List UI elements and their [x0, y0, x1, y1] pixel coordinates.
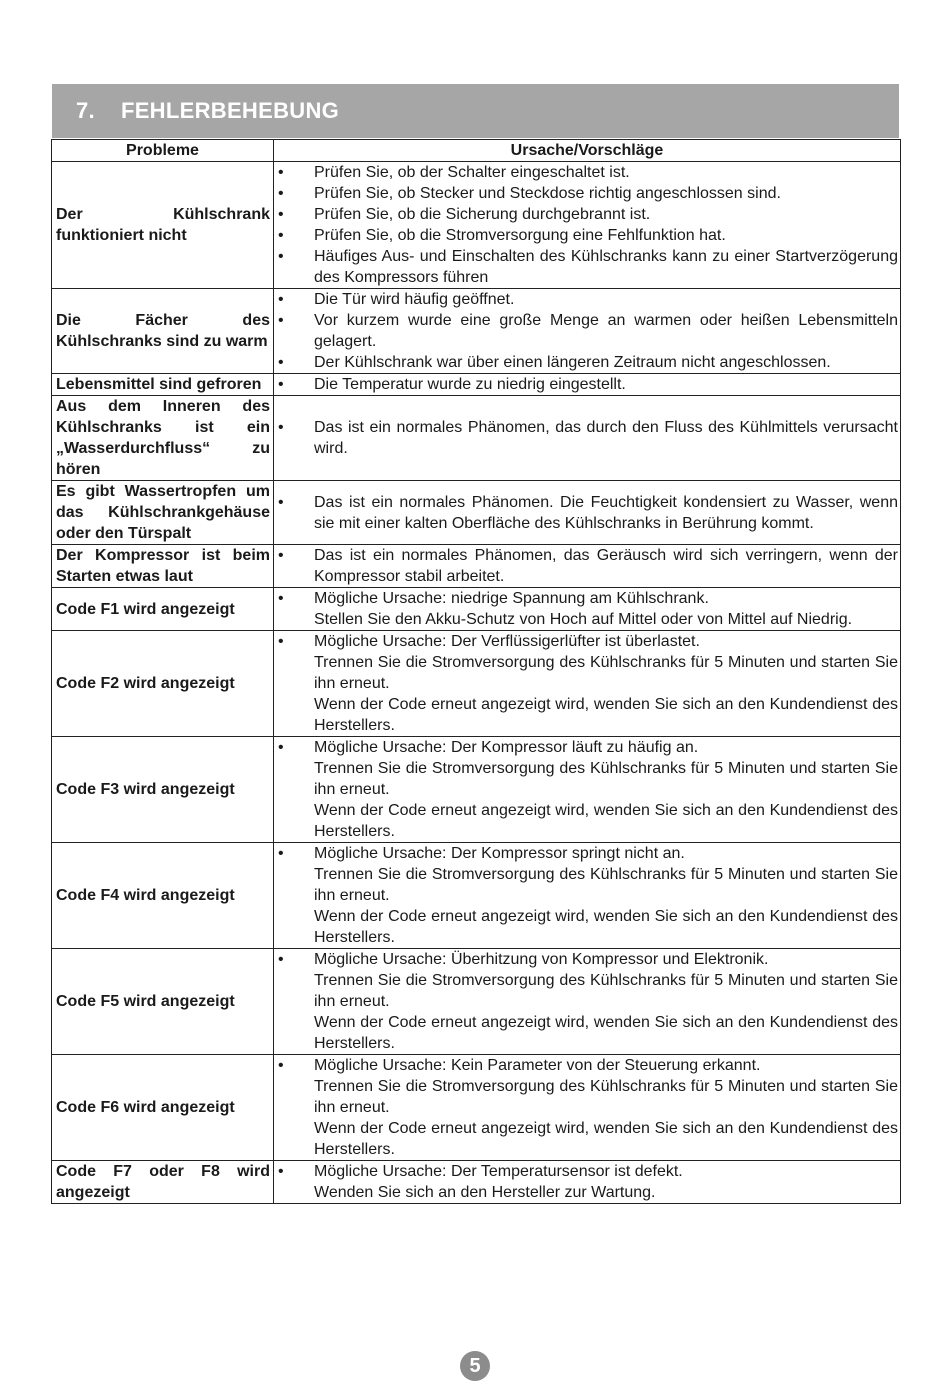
item-line: Mögliche Ursache: Der Temperatursensor ist defekt. [314, 1163, 683, 1180]
item-line: Das ist ein normales Phänomen. Die Feuchtigkeit kondensiert zu Wasser, wenn sie mit einer kalten Oberfläche des Kühlschranks in Berührung kommt. [314, 493, 898, 532]
table-row [52, 374, 901, 396]
cause-cell [274, 545, 901, 588]
item-line: Prüfen Sie, ob die Stromversorgung eine Fehlfunktion hat. [314, 227, 726, 244]
problem-cell: Code F2 wird angezeigt [52, 631, 274, 737]
section-title-text: FEHLERBEHEBUNG [120, 98, 340, 123]
list-item [274, 417, 898, 459]
item-line: Das ist ein normales Phänomen, das durch den Fluss des Kühlmittels verursacht wird. [314, 419, 898, 457]
item-text [314, 492, 898, 534]
problem-cell: Die Fächer des Kühlschranks sind zu warm [52, 289, 274, 374]
list-item [274, 492, 898, 534]
table-row [52, 737, 901, 843]
problem-cell: Lebensmittel sind gefroren [52, 374, 274, 396]
table-row [52, 631, 901, 737]
item-line: Prüfen Sie, ob die Sicherung durchgebrannt ist. [314, 206, 651, 223]
item-line: Trennen Sie die Stromversorgung des Kühlschranks für 5 Minuten und starten Sie ihn erneut. [314, 972, 898, 1010]
item-line: Wenn der Code erneut angezeigt wird, wenden Sie sich an den Kundendienst des Herstellers. [314, 696, 898, 734]
bullet-icon: • [278, 1057, 284, 1074]
list-item [274, 949, 898, 1054]
item-text [314, 204, 898, 225]
bullet-icon: • [278, 164, 284, 181]
item-line: Wenn der Code erneut angezeigt wird, wenden Sie sich an den Kundendienst des Herstellers. [314, 1014, 898, 1052]
bullet-icon: • [278, 419, 284, 436]
bullet-icon: • [278, 206, 284, 223]
table-row [52, 545, 901, 588]
header-problems: Probleme [52, 140, 274, 162]
bullet-icon: • [278, 1163, 284, 1180]
cause-cell [274, 737, 901, 843]
item-line: Wenn der Code erneut angezeigt wird, wenden Sie sich an den Kundendienst des Herstellers. [314, 1120, 898, 1158]
bullet-icon: • [278, 354, 284, 371]
item-text [314, 588, 898, 630]
bullet-icon: • [278, 312, 284, 329]
item-text [314, 374, 898, 395]
list-item [274, 588, 898, 630]
section-title [76, 98, 339, 124]
list-item [274, 374, 898, 395]
item-text [314, 162, 898, 183]
problem-cell: Code F5 wird angezeigt [52, 949, 274, 1055]
troubleshooting-table [51, 139, 901, 1204]
item-text [314, 246, 898, 288]
list-item [274, 246, 898, 288]
cause-cell [274, 843, 901, 949]
item-text [314, 289, 898, 310]
list-item [274, 225, 898, 246]
bullet-icon: • [278, 376, 284, 393]
bullet-icon: • [278, 493, 284, 511]
item-line: Mögliche Ursache: Kein Parameter von der Steuerung erkannt. [314, 1057, 761, 1074]
item-line: Wenn der Code erneut angezeigt wird, wenden Sie sich an den Kundendienst des Herstellers. [314, 908, 898, 946]
list-item [274, 183, 898, 204]
page-number: 5 [460, 1351, 490, 1381]
problem-cell: Code F7 oder F8 wird angezeigt [52, 1161, 274, 1204]
problem-cell: Code F4 wird angezeigt [52, 843, 274, 949]
cause-cell [274, 949, 901, 1055]
item-line: Mögliche Ursache: Überhitzung von Kompressor und Elektronik. [314, 951, 769, 968]
problem-cell: Der Kompressor ist beim Starten etwas laut [52, 545, 274, 588]
cause-cell [274, 588, 901, 631]
list-item [274, 631, 898, 736]
list-item [274, 204, 898, 225]
problem-cell: Code F1 wird angezeigt [52, 588, 274, 631]
cause-cell [274, 481, 901, 545]
bullet-icon: • [278, 951, 284, 968]
bullet-icon: • [278, 590, 284, 607]
item-line: Mögliche Ursache: Der Verflüssigerlüfter ist überlastet. [314, 633, 700, 650]
item-line: Trennen Sie die Stromversorgung des Kühlschranks für 5 Minuten und starten Sie ihn erneut. [314, 1078, 898, 1116]
bullet-icon: • [278, 845, 284, 862]
problem-cell: Aus dem Inneren des Kühlschranks ist ein „Wasserdurchfluss“ zu hören [52, 396, 274, 481]
table-row [52, 949, 901, 1055]
item-text [314, 949, 898, 1054]
item-line: Stellen Sie den Akku-Schutz von Hoch auf Mittel oder von Mittel auf Niedrig. [314, 611, 853, 628]
list-item [274, 310, 898, 352]
item-line: Mögliche Ursache: Der Kompressor springt nicht an. [314, 845, 685, 862]
table-row [52, 481, 901, 545]
list-item [274, 1161, 898, 1203]
item-line: Trennen Sie die Stromversorgung des Kühlschranks für 5 Minuten und starten Sie ihn erneut. [314, 654, 898, 692]
item-line: Häufiges Aus- und Einschalten des Kühlschranks kann zu einer Startverzögerung des Kompressors führen [314, 248, 898, 286]
list-item [274, 1055, 898, 1160]
list-item [274, 737, 898, 842]
list-item [274, 289, 898, 310]
item-line: Prüfen Sie, ob der Schalter eingeschaltet ist. [314, 164, 630, 181]
table-row [52, 1161, 901, 1204]
list-item [274, 162, 898, 183]
table-row [52, 289, 901, 374]
problem-cell: Code F3 wird angezeigt [52, 737, 274, 843]
item-text [314, 545, 898, 587]
table-row [52, 588, 901, 631]
problem-cell: Es gibt Wassertropfen um das Kühlschrankgehäuse oder den Türspalt [52, 481, 274, 545]
item-text [314, 183, 898, 204]
item-line: Wenn der Code erneut angezeigt wird, wenden Sie sich an den Kundendienst des Herstellers. [314, 802, 898, 840]
cause-cell [274, 1055, 901, 1161]
bullet-icon: • [278, 291, 284, 308]
cause-cell [274, 396, 901, 481]
table-body [52, 162, 901, 1204]
item-line: Mögliche Ursache: niedrige Spannung am Kühlschrank. [314, 590, 709, 607]
cause-cell [274, 289, 901, 374]
cause-cell [274, 1161, 901, 1204]
item-line: Der Kühlschrank war über einen längeren Zeitraum nicht angeschlossen. [314, 354, 831, 371]
item-text [314, 1055, 898, 1160]
item-line: Vor kurzem wurde eine große Menge an warmen oder heißen Lebensmitteln gelagert. [314, 312, 898, 350]
bullet-icon: • [278, 185, 284, 202]
header-causes: Ursache/Vorschläge [274, 140, 901, 162]
cause-cell [274, 162, 901, 289]
item-text [314, 843, 898, 948]
item-text [314, 310, 898, 352]
table-row [52, 843, 901, 949]
item-line: Mögliche Ursache: Der Kompressor läuft zu häufig an. [314, 739, 699, 756]
section-header [52, 84, 899, 138]
item-text [314, 352, 898, 373]
bullet-icon: • [278, 248, 284, 265]
item-line: Trennen Sie die Stromversorgung des Kühlschranks für 5 Minuten und starten Sie ihn erneut. [314, 866, 898, 904]
list-item [274, 352, 898, 373]
bullet-icon: • [278, 633, 284, 650]
item-text [314, 225, 898, 246]
list-item [274, 545, 898, 587]
bullet-icon: • [278, 227, 284, 244]
problem-cell: Code F6 wird angezeigt [52, 1055, 274, 1161]
cause-cell [274, 374, 901, 396]
item-line: Prüfen Sie, ob Stecker und Steckdose richtig angeschlossen sind. [314, 185, 781, 202]
item-line: Das ist ein normales Phänomen, das Geräusch wird sich verringern, wenn der Kompressor stabil arbeitet. [314, 547, 898, 585]
item-line: Die Tür wird häufig geöffnet. [314, 291, 515, 308]
problem-cell: Der Kühlschrank funktioniert nicht [52, 162, 274, 289]
table-header-row [52, 140, 901, 162]
bullet-icon: • [278, 547, 284, 564]
table-row [52, 1055, 901, 1161]
table-row [52, 162, 901, 289]
cause-cell [274, 631, 901, 737]
item-line: Wenden Sie sich an den Hersteller zur Wartung. [314, 1184, 656, 1201]
item-text [314, 417, 898, 459]
list-item [274, 843, 898, 948]
item-text [314, 631, 898, 736]
item-text [314, 1161, 898, 1203]
item-line: Die Temperatur wurde zu niedrig eingestellt. [314, 376, 626, 393]
table-row [52, 396, 901, 481]
item-line: Trennen Sie die Stromversorgung des Kühlschranks für 5 Minuten und starten Sie ihn erneut. [314, 760, 898, 798]
item-text [314, 737, 898, 842]
bullet-icon: • [278, 739, 284, 756]
section-number: 7. [76, 98, 95, 123]
